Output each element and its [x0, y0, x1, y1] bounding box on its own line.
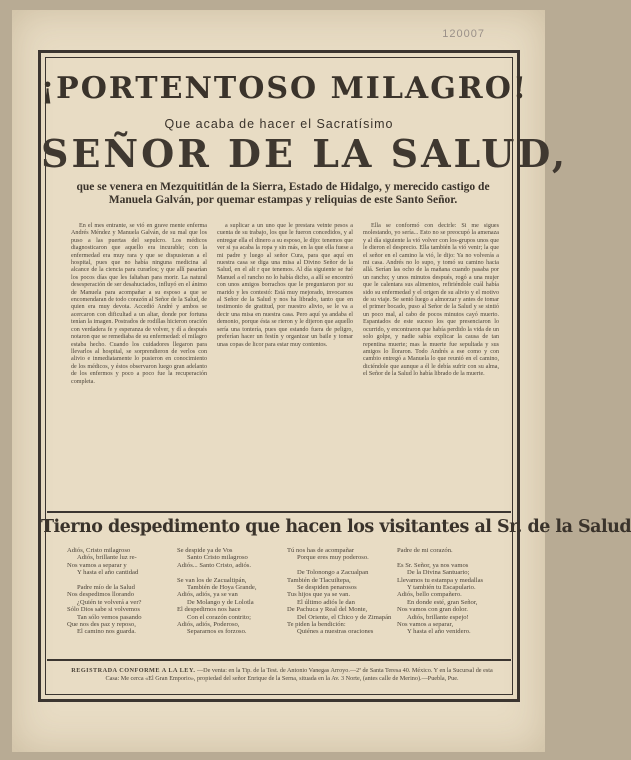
section-divider — [47, 511, 511, 513]
verse-line: Tú nos has de acompañar — [287, 547, 355, 554]
verse-line: Sólo Dios sabe si volvemos — [67, 606, 140, 614]
border-frame — [38, 50, 631, 702]
verse-line — [287, 562, 393, 569]
verse-line: Nos vamos con gran dolor. — [397, 606, 468, 614]
verse-line: De Molango y de Lolotla — [187, 598, 254, 606]
verse-line: Tan sólo vemos pasando — [77, 613, 142, 621]
verse-line: Porque eres muy poderoso. — [297, 554, 369, 562]
verse-line: Adiós, Cristo milagroso — [67, 547, 131, 554]
verse-line: Adiós, adiós, ya se van — [177, 591, 238, 599]
verse-line: Y hasta el año venidero. — [407, 628, 471, 636]
verse-line: Padre mío de la Salud — [77, 584, 135, 592]
farewell-heading: Tierno despedimento que hacen los visitantes al Sr. de la Salud — [41, 517, 631, 537]
verse-line: Santo Cristo milagroso — [187, 554, 248, 562]
verse-line: Se van los de Zacualtipán, — [177, 576, 247, 584]
verse-line: Se despide ya de Vos — [177, 547, 233, 554]
verse-line: Te piden la bendición: — [287, 621, 346, 629]
page-subtitle: Que acaba de hacer el Sacratísimo — [164, 117, 394, 131]
verse-line: Adiós, brillante luz re- — [77, 554, 137, 562]
verse-line: Adiós, bello compañero. — [397, 591, 462, 599]
verse-line: Con el corazón contrito; — [187, 613, 251, 621]
story-columns — [71, 223, 499, 513]
broadsheet — [12, 10, 631, 752]
verse-line: Y también tu Escapulario. — [407, 584, 476, 592]
verse-line: El último adiós le dan — [297, 598, 355, 606]
story-column-3: Ella se conformó con decirle: Si me sigues molestando, yo sería... Esto no se preocupó la amenaza y al día siguiente la vió volver con los-grupos unos que le dieron el desprecio. Ella también la vió venir; la que el señor en el camino la vió, le dijo: Ya no volverás a mi casa. Andrés no lo supo, y tomó su camino hacia allá. Serían las ocho de la mañana cuando pasaba por un rancho; y unos minutos después, rogó a una mujer que le calentara sus alimentos, refiriéndole cuál había sido su enfermedad y el origen de su alivio y el motivo de su viaje. Se sentó luego a almorzar y antes de tomar el primer bocado, puso al Señor de la Salud y se sintió un poco mal, al cabo de pocos minutos cayó muerto. Espantados de este suceso los que presenciaron lo ocurrido, y encontraron que había perdido la vida de un solo golpe, y nadie sabía explicar la causa de tan repentina muerte; mas la muerte fue sepultada y sus amigos lo lloraron. Todo Andrés a ese como y con cambio entregó a Manuela lo que reunió en el camino, diciéndole que aunque a él le debía sufrir con su alma, el Señor de la Salud lo había librado de la muerte. — [363, 223, 499, 378]
verse-line: El camino nos guarda. — [77, 628, 136, 636]
saint-heading: SEÑOR DE LA SALUD, — [41, 131, 569, 176]
verse-line: Separarnos es forzoso. — [187, 628, 247, 636]
verse-line: Nos vamos a separar, — [397, 621, 454, 629]
verse-line: De Tolonongo a Zacualpan — [297, 569, 369, 577]
verse-column-3 — [287, 547, 393, 655]
verse-line: Del Oriente, el Chico y de Zimapán — [297, 613, 392, 621]
verse-line: Llevamos tu estampa y medallas — [397, 576, 484, 584]
verse-line: Es Sr. Señor, ya nos vamos — [397, 561, 469, 569]
verse-line: Quiénes a nuestras oraciones — [297, 628, 374, 636]
verse-column-2 — [177, 547, 283, 655]
verse-line: También de Tlacuiltepa, — [287, 576, 351, 584]
verse-line: También de Hoya Grande, — [187, 584, 257, 592]
verse-line: ¿Quién te volverá a ver? — [77, 598, 142, 606]
catalog-mark: 120007 — [442, 28, 485, 40]
footer-divider — [47, 659, 511, 661]
verse-column-4 — [397, 547, 503, 655]
verse-line: De Pachuca y Real del Monte, — [287, 606, 368, 614]
verse-line: Nos vamos a separar y — [67, 561, 127, 569]
story-column-2: a suplicar a un uno que le prestara veinte pesos a cuenta de su trabajo, los que le fueron concedidos, y al entregar ella el dinero a su esposo, le dijo: tenemos que ver si ya acaba la ropa y sin más, en la que ella fuese a mi padre y luego al señor Cura, para que aquí en nuestra casa se diga una misa al Divino Señor de la Salud, en el alt r que tenemos. Al día siguiente se fué Manuel a el rancho no lo había dicho, a allí se encontró con unos amigos borrachos que le preguntaron por su marido y les contestó: Está muy mejorado, invocamos al Señor de la Salud y nos ha librado, tanto que en testimonio de gratitud, por nuestro alivio, se le va a decir una misa en nuestra casa. Pero aquí ya andaba el demonio, porque ésta se rieron y le dijeron que aquello sería una tontería, pues que estando fuera de peligro, preferían hacer un festín y organizar un baile y tomar unas copas de licor para estar muy contentos. — [217, 223, 353, 348]
page-title: ¡PORTENTOSO MILAGRO! — [41, 71, 529, 106]
verse-line — [177, 569, 283, 576]
verse-column-1 — [67, 547, 173, 655]
verse-line: Tus hijos que ya se van. — [287, 591, 351, 599]
verse-line: Adiós... Santo Cristo, adiós. — [177, 561, 251, 569]
imprint-footer — [71, 667, 493, 683]
verse-line — [397, 554, 503, 561]
verse-line: De la Divina Santuario; — [407, 569, 470, 577]
verse-line: Y hasta el año cantidad — [77, 569, 139, 577]
location-subtitle: que se venera en Mezquititlán de la Sierra, Estado de Hidalgo, y merecido castigo de Manuela Galván, por quemar estampas y reliquias de este Santo Señor. — [76, 181, 490, 206]
verse-line: Adiós, adiós, Poderoso, — [177, 621, 240, 629]
verse-line — [67, 577, 173, 584]
imprint-text: —De venta: en la Tip. de la Test. de Antonio Vanegas Arroyo.—2ª de Santa Teresa 40. México. Y en la Sucursal de esta Casa: Me cerca «El Gran Emporio», propiedad del señor Enrique de la Serna, situada en la Av. 3 Norte, (antes calle de Merino).—Puebla, Pue. — [105, 667, 493, 682]
verse-line: Que nos des paz y reposo, — [67, 621, 136, 629]
registered-notice: REGISTRADA CONFORME A LA LEY. — [71, 667, 196, 674]
verse-line: Se despiden penarosos — [297, 584, 357, 592]
verse-columns — [67, 547, 503, 655]
verse-line: En donde esté, gran Señor, — [407, 598, 478, 606]
story-column-1: En el mes entrante, se vió en grave mente enferma Andrés Méndez y Manuela Galván, de su mal que los puso a las puertas del sepulcro. Los médicos diagnosticaron que aquello era incurable; con la enfermedad era muy rara y que se dispusieran a el hospital, pues que no había ninguna medicina al alcance de la ciencia para curarlos; y que allí pasarían los pocos días que les faltaban para morir. La natural desesperación de ser desahuciados, influyó en el ánimo de Manuela para acompañar a su esposo a que se encomendaran de todo corazón al Señor de la Salud, de quien era muy devota. Accedió André y ambos se acercaron con dificultad a un altar, donde por fortuna tenían la imagen. Postrados de rodillas hicieron oración con verdadera fe y esperanza de volver, y dí a después notaron que se remediaba de su enfermedad: el milagro estaba hecho. Cuando los cuidadores llegaron para llevarlos al hospital, se sorprendieron de verlos con alivio e inmediatamente lo pusieron en conocimiento de los médicos, y éstos observaron luego gran adelanto de los enfermos y poco a poco fue la recuperación completa. — [71, 223, 207, 385]
verse-line: El despedirnos nos hace — [177, 606, 241, 614]
verse-line: Adiós, brillante espejo! — [407, 613, 469, 621]
verse-line: Nos despedimos llorando — [67, 591, 135, 599]
verse-line: Padre de mi corazón. — [397, 547, 453, 554]
